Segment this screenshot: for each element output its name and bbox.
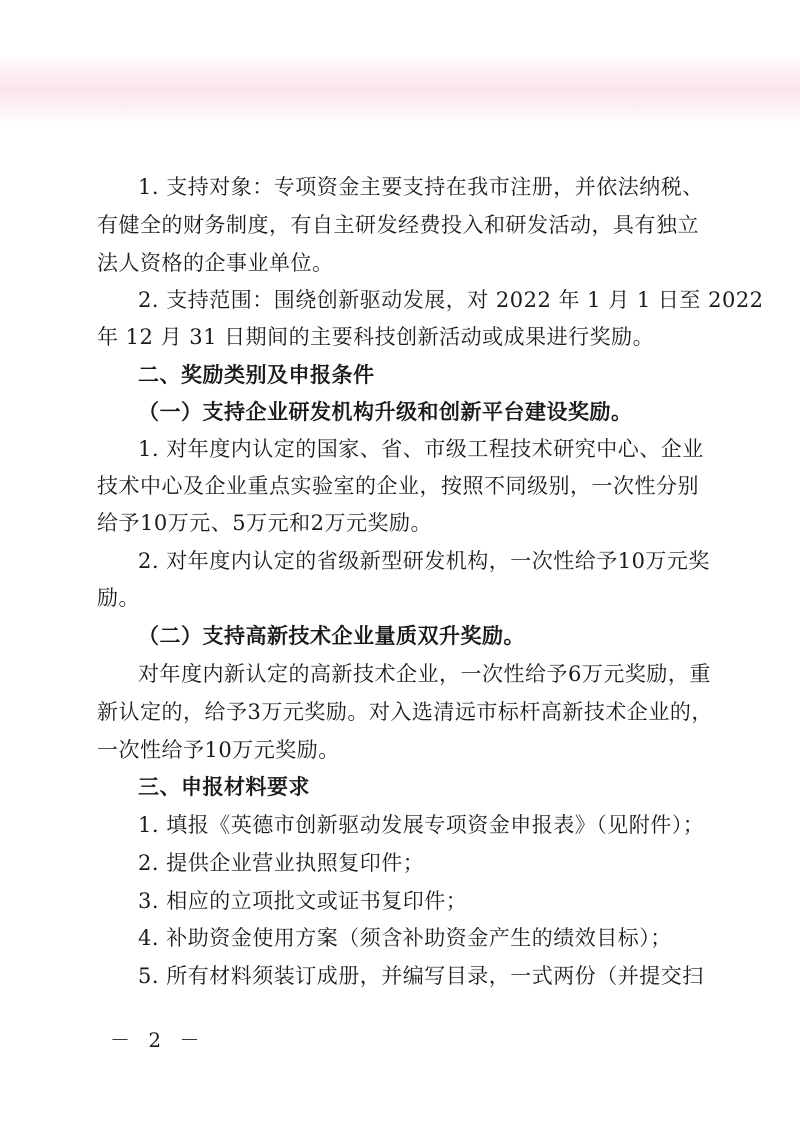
text-line: 1. 支持对象：专项资金主要支持在我市注册，并依法纳税、	[138, 175, 704, 199]
subsection-heading: （二）支持高新技术企业量质双升奖励。	[138, 623, 525, 648]
text-line: 有健全的财务制度，有自主研发经费投入和研发活动，具有独立	[97, 213, 699, 237]
text-line: 对年度内新认定的高新技术企业，一次性给予6万元奖励，重	[138, 662, 711, 686]
text-line: 3. 相应的立项批文或证书复印件；	[138, 889, 468, 913]
text-line: 一次性给予10万元奖励。	[97, 738, 340, 762]
section-heading: 三、申报材料要求	[138, 775, 310, 799]
text-line: 给予10万元、5万元和2万元奖励。	[97, 511, 432, 535]
text-line: 2. 支持范围：围绕创新驱动发展，对 2022 年 1 月 1 日至 2022	[138, 288, 764, 312]
text-line: 技术中心及企业重点实验室的企业，按照不同级别，一次性分别	[97, 474, 699, 498]
subsection-heading: （一）支持企业研发机构升级和创新平台建设奖励。	[138, 399, 633, 424]
text-line: 2. 提供企业营业执照复印件；	[138, 851, 425, 875]
text-line: 5. 所有材料须装订成册，并编写目录，一式两份（并提交扫	[138, 964, 704, 988]
text-line: 法人资格的企事业单位。	[97, 251, 334, 275]
text-line: 励。	[97, 586, 140, 610]
page-number: － 2 －	[110, 1028, 206, 1052]
text-line: 2. 对年度内认定的省级新型研发机构，一次性给予10万元奖	[138, 549, 710, 573]
background-band	[0, 55, 800, 125]
text-line: 年 12 月 31 日期间的主要科技创新活动或成果进行奖励。	[97, 325, 655, 349]
text-line: 1. 填报《英德市创新驱动发展专项资金申报表》（见附件）；	[138, 813, 705, 837]
text-line: 1. 对年度内认定的国家、省、市级工程技术研究中心、企业	[138, 437, 704, 461]
text-line: 新认定的，给予3万元奖励。对入选清远市标杆高新技术企业的，	[97, 700, 713, 724]
section-heading: 二、奖励类别及申报条件	[138, 363, 375, 387]
text-line: 4. 补助资金使用方案（须含补助资金产生的绩效目标）；	[138, 926, 672, 950]
